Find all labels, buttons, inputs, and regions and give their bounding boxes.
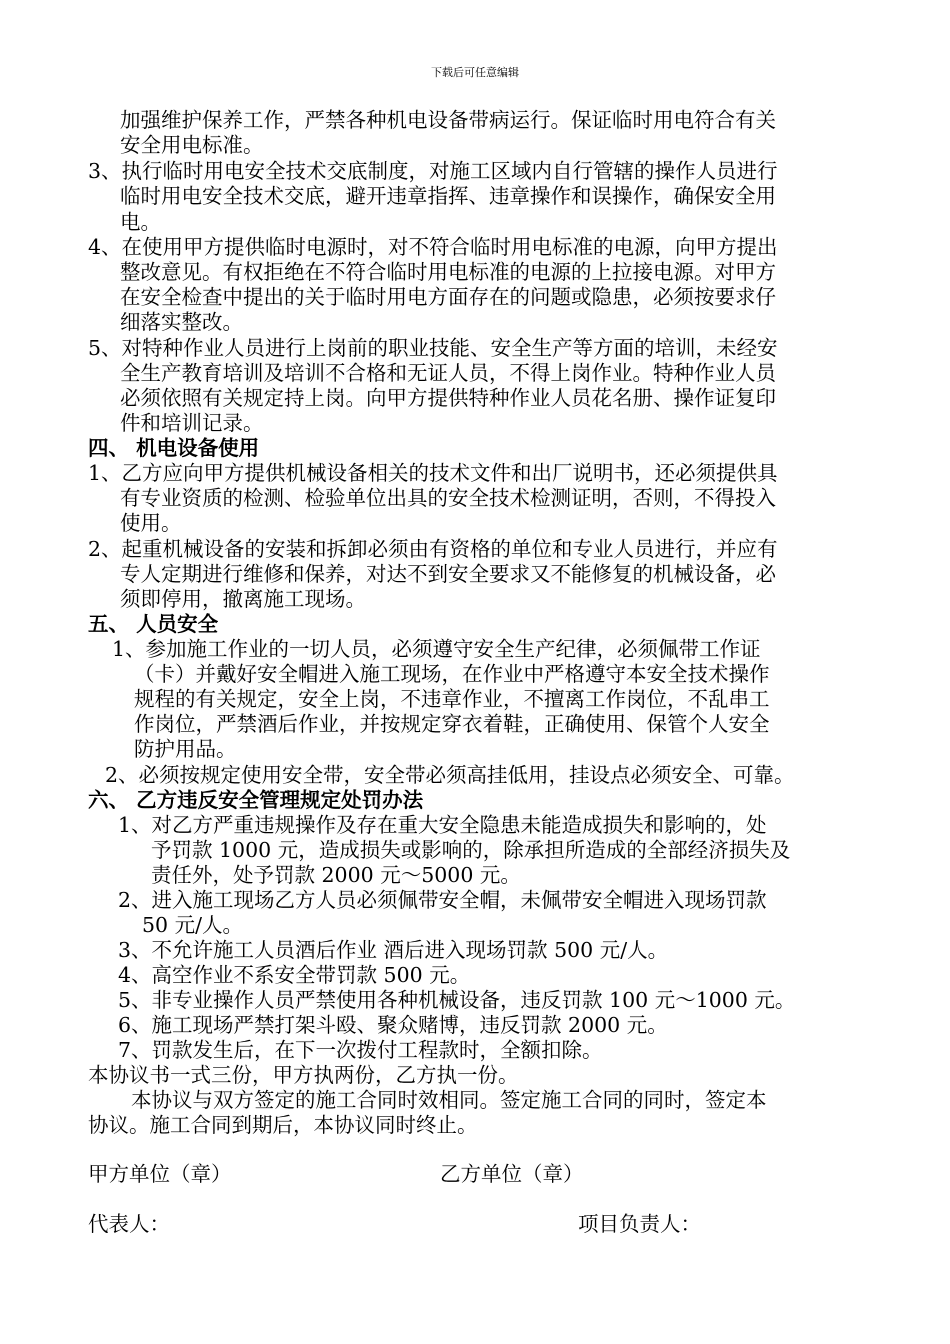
paragraph-line: 件和培训记录。 bbox=[120, 411, 264, 435]
paragraph-line: 予罚款 1000 元，造成损失或影响的，除承担所造成的全部经济损失及 bbox=[151, 838, 791, 862]
list-item-7: 7、罚款发生后，在下一次拨付工程款时，全额扣除。 bbox=[118, 1038, 603, 1062]
paragraph-line: 防护用品。 bbox=[134, 737, 237, 761]
paragraph-line: 本协议书一式三份，甲方执两份，乙方执一份。 bbox=[88, 1063, 519, 1087]
paragraph-line: 临时用电安全技术交底，避开违章指挥、违章操作和误操作，确保安全用 bbox=[120, 184, 776, 208]
paragraph-line: 在安全检查中提出的关于临时用电方面存在的问题或隐患，必须按要求仔 bbox=[120, 285, 776, 309]
paragraph-line: 加强维护保养工作，严禁各种机电设备带病运行。保证临时用电符合有关 bbox=[120, 108, 776, 132]
paragraph-line: 本协议与双方签定的施工合同时效相同。签定施工合同的同时，签定本 bbox=[131, 1088, 767, 1112]
list-item-1: 1、参加施工作业的一切人员，必须遵守安全生产纪律，必须佩带工作证 bbox=[112, 637, 761, 661]
paragraph-line: 有专业资质的检测、检验单位出具的安全技术检测证明，否则，不得投入 bbox=[120, 486, 776, 510]
paragraph-line: 规程的有关规定，安全上岗，不违章作业，不擅离工作岗位，不乱串工 bbox=[134, 687, 770, 711]
list-item-1: 1、对乙方严重违规操作及存在重大安全隐患未能造成损失和影响的，处 bbox=[118, 813, 767, 837]
paragraph-line: （卡）并戴好安全帽进入施工现场，在作业中严格遵守本安全技术操作 bbox=[134, 662, 770, 686]
list-item-4: 4、高空作业不系安全带罚款 500 元。 bbox=[118, 963, 471, 987]
paragraph-line: 安全用电标准。 bbox=[120, 133, 264, 157]
list-item-6: 6、施工现场严禁打架斗殴、聚众赌博，违反罚款 2000 元。 bbox=[118, 1013, 668, 1037]
list-item-2: 2、必须按规定使用安全带，安全带必须高挂低用，挂设点必须安全、可靠。 bbox=[105, 763, 795, 787]
section-heading-5: 五、 人员安全 bbox=[88, 612, 219, 636]
list-item-4: 4、在使用甲方提供临时电源时，对不符合临时用电标准的电源，向甲方提出 bbox=[88, 235, 778, 259]
list-item-3: 3、不允许施工人员酒后作业 酒后进入现场罚款 500 元/人。 bbox=[118, 938, 669, 962]
section-heading-6: 六、 乙方违反安全管理规定处罚办法 bbox=[88, 788, 424, 812]
paragraph-line: 细落实整改。 bbox=[120, 310, 243, 334]
paragraph-line: 50 元/人。 bbox=[142, 913, 244, 937]
section-heading-4: 四、 机电设备使用 bbox=[88, 436, 260, 460]
list-item-5: 5、非专业操作人员严禁使用各种机械设备，违反罚款 100 元～1000 元。 bbox=[118, 988, 796, 1012]
list-item-2: 2、起重机械设备的安装和拆卸必须由有资格的单位和专业人员进行，并应有 bbox=[88, 537, 778, 561]
paragraph-line: 协议。施工合同到期后，本协议同时终止。 bbox=[88, 1113, 478, 1137]
paragraph-line: 电。 bbox=[120, 210, 161, 234]
page-header-note: 下载后可任意编辑 bbox=[431, 66, 519, 79]
list-item-2: 2、进入施工现场乙方人员必须佩带安全帽，未佩带安全帽进入现场罚款 bbox=[118, 888, 767, 912]
list-item-1: 1、乙方应向甲方提供机械设备相关的技术文件和出厂说明书，还必须提供具 bbox=[88, 461, 778, 485]
paragraph-line: 须即停用，撤离施工现场。 bbox=[120, 587, 366, 611]
paragraph-line: 整改意见。有权拒绝在不符合临时用电标准的电源的上拉接电源。对甲方 bbox=[120, 260, 776, 284]
representative-label: 代表人： bbox=[88, 1212, 170, 1236]
paragraph-line: 使用。 bbox=[120, 511, 182, 535]
project-manager-label: 项目负责人： bbox=[578, 1212, 701, 1236]
party-a-unit-label: 甲方单位（章） bbox=[88, 1162, 232, 1186]
paragraph-line: 专人定期进行维修和保养，对达不到安全要求又不能修复的机械设备，必 bbox=[120, 562, 776, 586]
list-item-5: 5、对特种作业人员进行上岗前的职业技能、安全生产等方面的培训，未经安 bbox=[88, 336, 778, 360]
list-item-3: 3、执行临时用电安全技术交底制度，对施工区域内自行管辖的操作人员进行 bbox=[88, 159, 778, 183]
paragraph-line: 必须依照有关规定持上岗。向甲方提供特种作业人员花名册、操作证复印 bbox=[120, 386, 776, 410]
paragraph-line: 全生产教育培训及培训不合格和无证人员，不得上岗作业。特种作业人员 bbox=[120, 361, 776, 385]
paragraph-line: 责任外，处予罚款 2000 元～5000 元。 bbox=[151, 863, 521, 887]
party-b-unit-label: 乙方单位（章） bbox=[440, 1162, 584, 1186]
paragraph-line: 作岗位，严禁酒后作业，并按规定穿衣着鞋，正确使用、保管个人安全 bbox=[134, 712, 770, 736]
